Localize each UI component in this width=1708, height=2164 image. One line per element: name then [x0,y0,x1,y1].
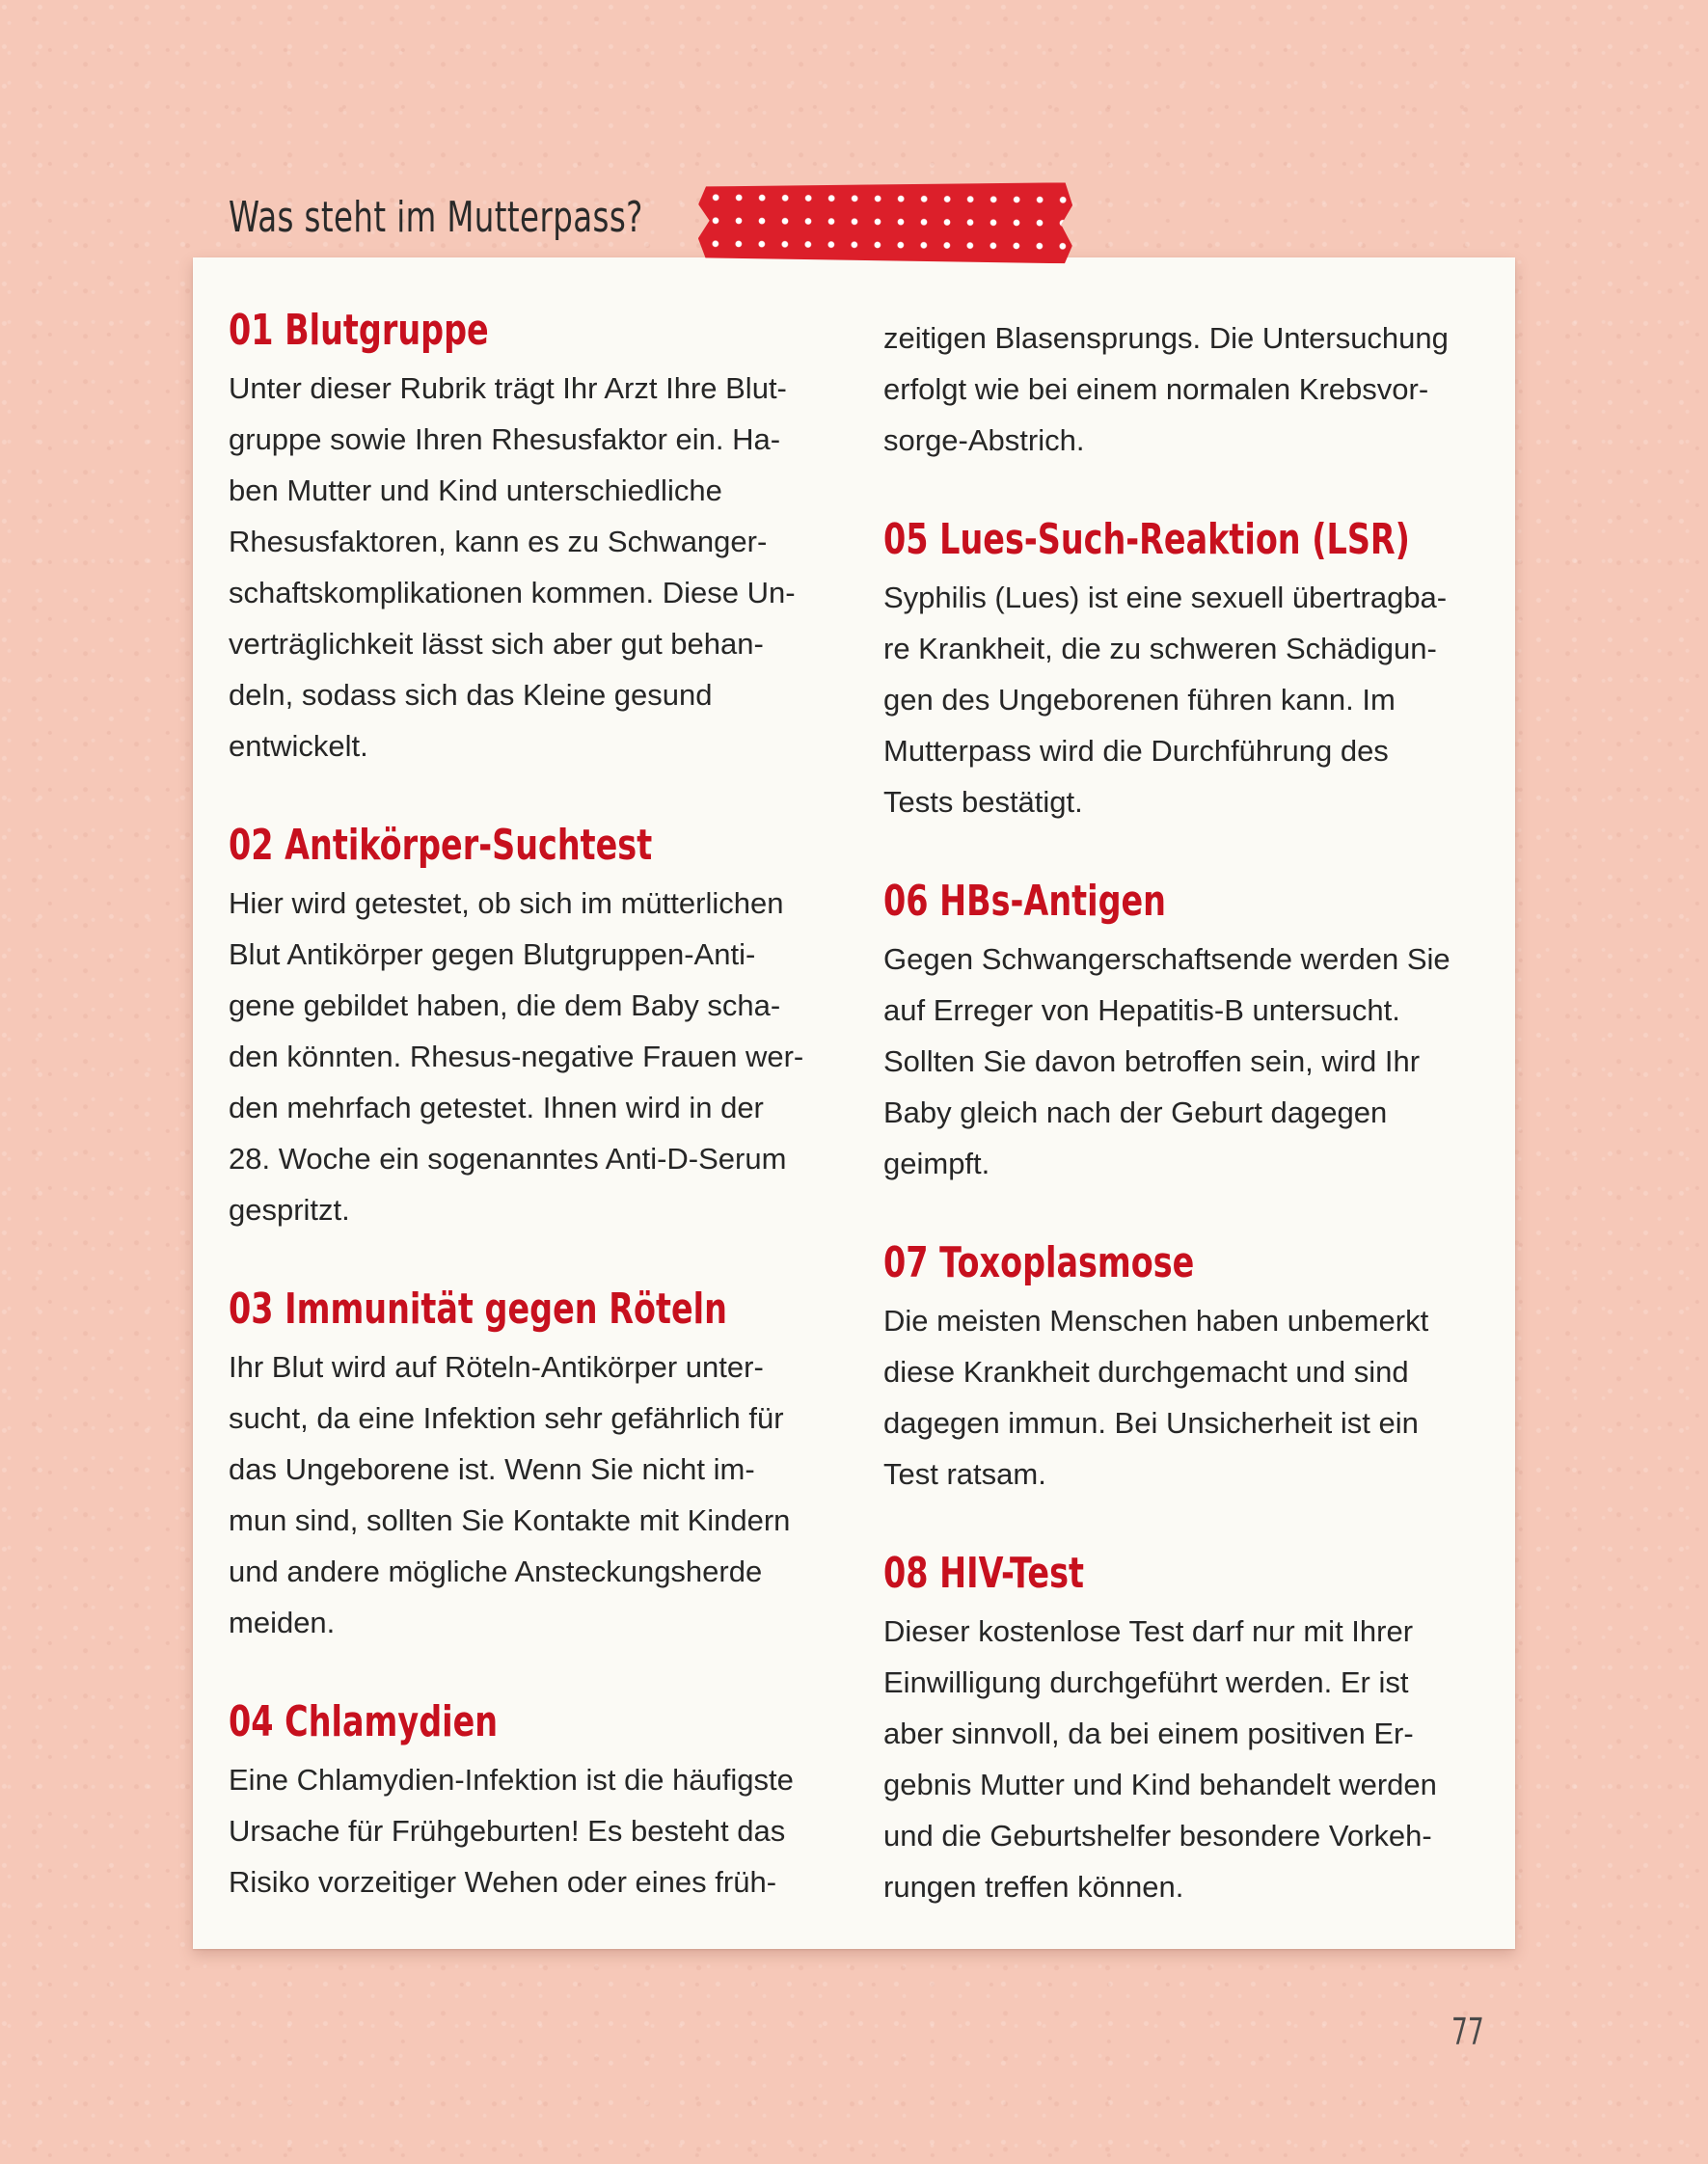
text-line: Unter dieser Rubrik trägt Ihr Arzt Ihre Blut- [229,371,787,405]
text-line: Blut Antikörper gegen Blutgruppen-Anti- [229,937,756,971]
text-line: Ursache für Frühgeburten! Es besteht das [229,1814,786,1848]
section-heading: 07 Toxoplasmose [883,1238,1195,1287]
text-line: gruppe sowie Ihren Rhesusfaktor ein. Ha- [229,422,781,456]
text-line: Die meisten Menschen haben unbemerkt [883,1304,1429,1338]
page-title: Was steht im Mutterpass? [229,193,643,242]
section-heading: 01 Blutgruppe [229,306,489,355]
text-line: ben Mutter und Kind unterschiedliche [229,473,722,507]
section-06-hbs-antigen [883,872,1481,1189]
text-line: Eine Chlamydien-Infektion ist die häufigste [229,1763,794,1797]
text-line: zeitigen Blasensprungs. Die Untersuchung [883,321,1449,355]
section-body [883,1606,1481,1912]
text-line: erfolgt wie bei einem normalen Krebsvor- [883,372,1429,406]
text-line: Mutterpass wird die Durchführung des [883,734,1389,768]
section-heading: 05 Lues-Such-Reaktion (LSR) [883,515,1410,564]
text-line: Risiko vorzeitiger Wehen oder eines früh- [229,1865,777,1899]
content-card [193,257,1515,1949]
text-line: Syphilis (Lues) ist eine sexuell übertragba- [883,581,1448,614]
text-line: Ihr Blut wird auf Röteln-Antikörper unter- [229,1350,764,1384]
text-line: den mehrfach getestet. Ihnen wird in der [229,1091,764,1124]
text-line: schaftskomplikationen kommen. Diese Un- [229,576,796,609]
text-line: Einwilligung durchgeführt werden. Er ist [883,1665,1409,1699]
text-line: Gegen Schwangerschaftsende werden Sie [883,942,1450,976]
section-body [229,1341,827,1648]
text-line: und andere mögliche Ansteckungsherde [229,1555,763,1588]
section-heading: 06 HBs-Antigen [883,877,1166,926]
section-heading: 04 Chlamydien [229,1697,499,1746]
text-line: sorge-Abstrich. [883,423,1085,457]
text-line: gespritzt. [229,1193,350,1227]
section-08-hiv-test [883,1544,1481,1912]
text-line: dagegen immun. Bei Unsicherheit ist ein [883,1406,1419,1440]
section-body [229,363,827,771]
section-01-blutgruppe [229,301,827,771]
text-line: meiden. [229,1606,336,1639]
page-number: 77 [1451,2011,1484,2053]
section-04-chlamydien [229,1692,827,1907]
text-line: gen des Ungeborenen führen kann. Im [883,683,1396,717]
text-line: Tests bestätigt. [883,785,1083,819]
text-line: rungen treffen können. [883,1870,1184,1904]
section-heading: 03 Immunität gegen Röteln [229,1285,727,1334]
text-line: diese Krankheit durchgemacht und sind [883,1355,1409,1389]
section-body [883,933,1481,1189]
text-line: und die Geburtshelfer besondere Vorkeh- [883,1819,1432,1853]
section-body [883,572,1481,827]
section-07-toxoplasmose [883,1233,1481,1500]
text-line: auf Erreger von Hepatitis-B untersucht. [883,993,1400,1027]
text-line: das Ungeborene ist. Wenn Sie nicht im- [229,1452,755,1486]
text-line: gene gebildet haben, die dem Baby scha- [229,988,781,1022]
left-column [229,301,827,1907]
text-line: deln, sodass sich das Kleine gesund [229,678,713,712]
continued-text [883,312,1481,466]
section-03-immunität-gegen-röteln [229,1280,827,1648]
text-line: 28. Woche ein sogenanntes Anti-D-Serum [229,1142,787,1176]
washi-tape-icon [698,180,1073,264]
section-body [229,1754,827,1907]
text-line: verträglichkeit lässt sich aber gut behan- [229,627,764,661]
section-02-antikörper-suchtest [229,816,827,1235]
text-line: Test ratsam. [883,1457,1046,1491]
text-line: Sollten Sie davon betroffen sein, wird Ihr [883,1044,1421,1078]
section-body [883,1295,1481,1500]
text-line: re Krankheit, die zu schweren Schädigun- [883,632,1437,665]
text-line: den könnten. Rhesus-negative Frauen wer- [229,1040,804,1073]
text-line: Hier wird getestet, ob sich im mütterlichen [229,886,784,920]
text-line: gebnis Mutter und Kind behandelt werden [883,1768,1437,1801]
text-line: geimpft. [883,1147,990,1180]
text-line: aber sinnvoll, da bei einem positiven Er- [883,1717,1414,1750]
section-05-lues-such-reaktion-lsr [883,510,1481,827]
right-column [883,301,1481,1912]
text-line: Dieser kostenlose Test darf nur mit Ihrer [883,1614,1414,1648]
text-line: Baby gleich nach der Geburt dagegen [883,1096,1388,1129]
text-line: entwickelt. [229,729,368,763]
text-line: sucht, da eine Infektion sehr gefährlich für [229,1401,784,1435]
section-heading: 02 Antikörper-Suchtest [229,821,653,870]
section-body [229,878,827,1235]
text-line: mun sind, sollten Sie Kontakte mit Kindern [229,1503,791,1537]
text-line: Rhesusfaktoren, kann es zu Schwanger- [229,525,768,558]
section-heading: 08 HIV-Test [883,1549,1084,1598]
